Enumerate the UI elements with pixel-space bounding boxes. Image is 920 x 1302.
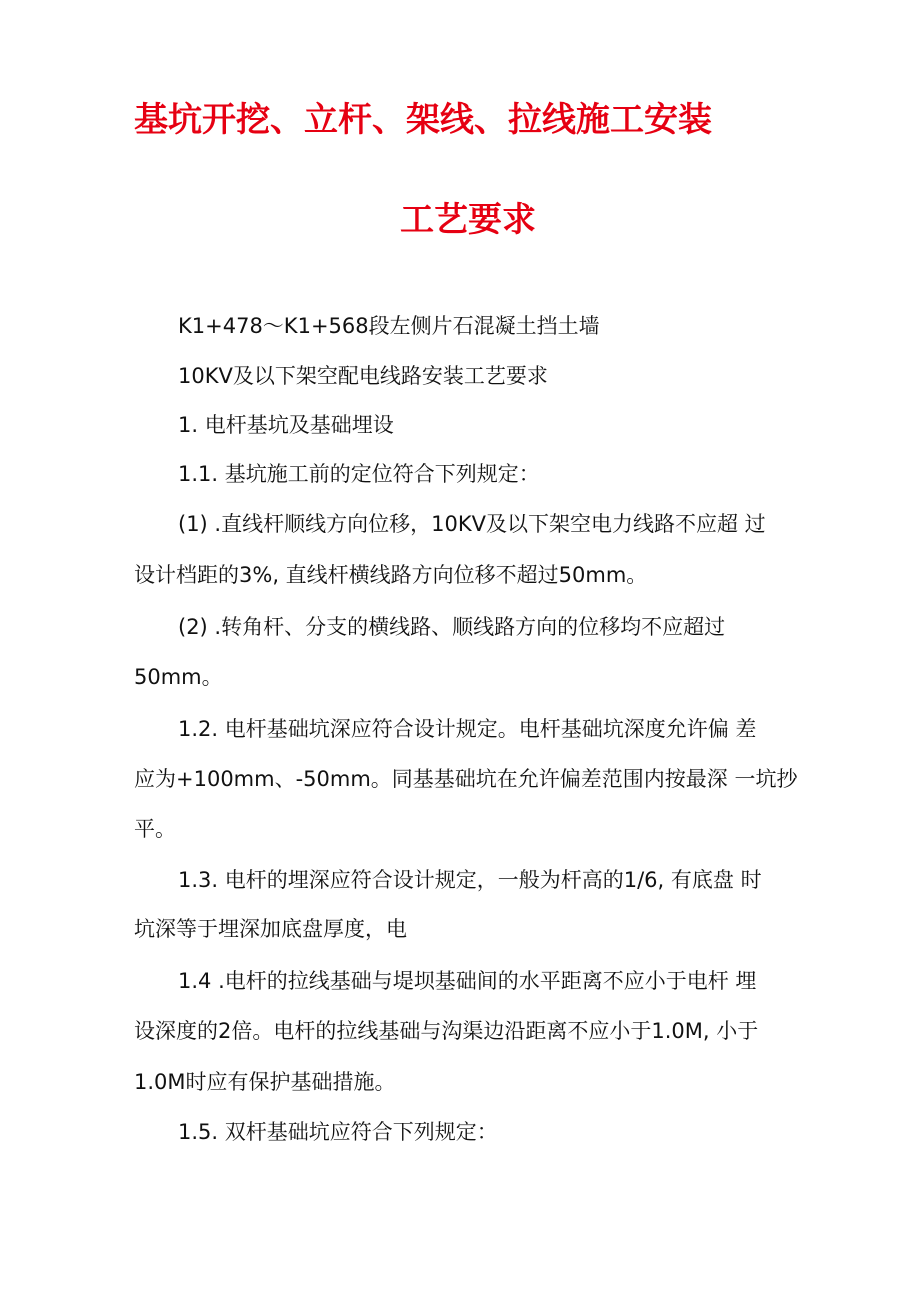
text-line: 设计档距的3%, 直线杆横线路方向位移不超过50mm。 bbox=[134, 563, 648, 587]
text-line: (1) .直线杆顺线方向位移，10KV及以下架空电力线路不应超 过 bbox=[178, 512, 766, 536]
text-line: 坑深等于埋深加底盘厚度，电 bbox=[134, 917, 407, 941]
text-line: 1.5. 双杆基础坑应符合下列规定： bbox=[178, 1120, 498, 1144]
document-title-line-2: 工艺要求 bbox=[400, 200, 536, 240]
text-line: 设深度的2倍。电杆的拉线基础与沟渠边沿距离不应小于1.0M, 小于 bbox=[134, 1019, 759, 1043]
text-line: 10KV及以下架空配电线路安装工艺要求 bbox=[178, 364, 548, 388]
text-line: 50mm。 bbox=[134, 665, 223, 689]
text-line: 1.0M时应有保护基础措施。 bbox=[134, 1070, 396, 1094]
text-line: (2) .转角杆、分支的横线路、顺线路方向的位移均不应超过 bbox=[178, 615, 726, 639]
document-title-line-1: 基坑开挖、立杆、架线、拉线施工安装 bbox=[134, 100, 712, 140]
text-line: K1+478〜K1+568段左侧片石混凝土挡土墙 bbox=[178, 314, 600, 338]
text-line: 1. 电杆基坑及基础埋设 bbox=[178, 413, 394, 437]
text-line: 1.3. 电杆的埋深应符合设计规定，一般为杆高的1/6, 有底盘 时 bbox=[178, 868, 762, 892]
text-line: 1.4 .电杆的拉线基础与堤坝基础间的水平距离不应小于电杆 埋 bbox=[178, 969, 757, 993]
text-line: 1.1. 基坑施工前的定位符合下列规定： bbox=[178, 462, 540, 486]
text-line: 1.2. 电杆基础坑深应符合设计规定。电杆基础坑深度允许偏 差 bbox=[178, 717, 757, 741]
text-line: 平。 bbox=[134, 817, 176, 841]
text-line: 应为+100mm、-50mm。同基基础坑在允许偏差范围内按最深 一坑抄 bbox=[134, 767, 798, 791]
